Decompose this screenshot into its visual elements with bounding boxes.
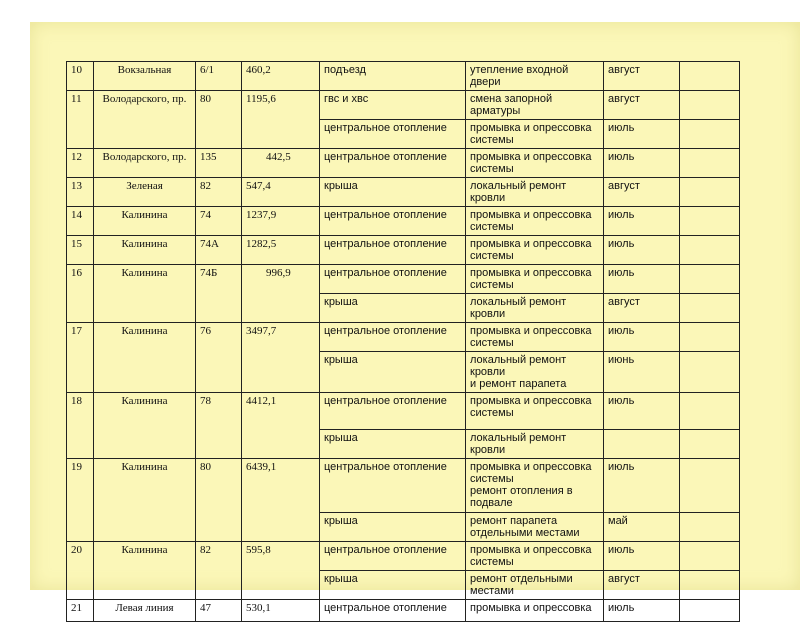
month-cell: июль xyxy=(604,459,680,513)
empty-cell xyxy=(680,393,740,430)
house-number-cell: 78 xyxy=(196,393,242,459)
street-cell: Калинина xyxy=(94,459,196,542)
table-row xyxy=(67,207,740,236)
work-description-cell: локальный ремонт кровли xyxy=(466,294,604,323)
work-type-cell: центральное отопление xyxy=(320,459,466,513)
house-number-cell: 47 xyxy=(196,600,242,622)
house-number-cell: 80 xyxy=(196,91,242,149)
empty-cell xyxy=(680,323,740,352)
row-number-cell: 12 xyxy=(67,149,94,178)
work-description-cell: промывка и опрессовка системы xyxy=(466,265,604,294)
row-number-cell: 20 xyxy=(67,542,94,600)
house-number-cell: 76 xyxy=(196,323,242,393)
area-cell: 996,9 xyxy=(242,265,320,323)
street-cell: Володарского, пр. xyxy=(94,91,196,149)
work-description-cell: промывка и опрессовка системы xyxy=(466,542,604,571)
month-cell: июль xyxy=(604,542,680,571)
month-cell xyxy=(604,430,680,459)
empty-cell xyxy=(680,236,740,265)
table-row xyxy=(67,62,740,91)
month-cell: май xyxy=(604,513,680,542)
house-number-cell: 82 xyxy=(196,178,242,207)
work-type-cell: центральное отопление xyxy=(320,265,466,294)
street-cell: Левая линия xyxy=(94,600,196,622)
street-cell: Володарского, пр. xyxy=(94,149,196,178)
row-number-cell: 17 xyxy=(67,323,94,393)
row-number-cell: 19 xyxy=(67,459,94,542)
work-description-cell: локальный ремонт кровли xyxy=(466,178,604,207)
work-description-cell: промывка и опрессовка системы xyxy=(466,207,604,236)
street-cell: Калинина xyxy=(94,323,196,393)
empty-cell xyxy=(680,600,740,622)
table-row xyxy=(67,542,740,571)
table-row xyxy=(67,265,740,294)
work-description-cell: промывка и опрессовка системы xyxy=(466,393,604,430)
work-description-cell: промывка и опрессовка системы xyxy=(466,149,604,178)
month-cell: август xyxy=(604,91,680,120)
street-cell: Калинина xyxy=(94,207,196,236)
work-type-cell: крыша xyxy=(320,352,466,393)
street-cell: Калинина xyxy=(94,236,196,265)
work-type-cell: крыша xyxy=(320,178,466,207)
month-cell: июль xyxy=(604,600,680,622)
house-number-cell: 6/1 xyxy=(196,62,242,91)
area-cell: 547,4 xyxy=(242,178,320,207)
repair-schedule-table xyxy=(66,61,740,622)
work-type-cell: центральное отопление xyxy=(320,393,466,430)
empty-cell xyxy=(680,178,740,207)
month-cell: июль xyxy=(604,120,680,149)
table-row xyxy=(67,459,740,513)
work-type-cell: крыша xyxy=(320,513,466,542)
work-description-cell: промывка и опрессовка xyxy=(466,600,604,622)
table-row xyxy=(67,323,740,352)
empty-cell xyxy=(680,120,740,149)
work-description-cell: смена запорной арматуры xyxy=(466,91,604,120)
area-cell: 1195,6 xyxy=(242,91,320,149)
work-type-cell: центральное отопление xyxy=(320,149,466,178)
empty-cell xyxy=(680,62,740,91)
month-cell: август xyxy=(604,62,680,91)
work-description-cell: утепление входной двери xyxy=(466,62,604,91)
month-cell: июль xyxy=(604,236,680,265)
house-number-cell: 135 xyxy=(196,149,242,178)
work-description-cell: ремонт отдельными местами xyxy=(466,571,604,600)
month-cell: август xyxy=(604,294,680,323)
area-cell: 1237,9 xyxy=(242,207,320,236)
row-number-cell: 16 xyxy=(67,265,94,323)
month-cell: июль xyxy=(604,207,680,236)
street-cell: Вокзальная xyxy=(94,62,196,91)
work-type-cell: центральное отопление xyxy=(320,120,466,149)
table-row xyxy=(67,149,740,178)
month-cell: август xyxy=(604,178,680,207)
street-cell: Зеленая xyxy=(94,178,196,207)
empty-cell xyxy=(680,513,740,542)
month-cell: август xyxy=(604,571,680,600)
area-cell: 442,5 xyxy=(242,149,320,178)
work-description-cell: локальный ремонт кровли xyxy=(466,430,604,459)
work-type-cell: крыша xyxy=(320,571,466,600)
work-description-cell: ремонт парапета отдельными местами xyxy=(466,513,604,542)
empty-cell xyxy=(680,459,740,513)
work-description-cell: промывка и опрессовка системы xyxy=(466,236,604,265)
area-cell: 595,8 xyxy=(242,542,320,600)
street-cell: Калинина xyxy=(94,393,196,459)
house-number-cell: 74А xyxy=(196,236,242,265)
empty-cell xyxy=(680,149,740,178)
work-type-cell: крыша xyxy=(320,430,466,459)
empty-cell xyxy=(680,91,740,120)
month-cell: июль xyxy=(604,323,680,352)
area-cell: 6439,1 xyxy=(242,459,320,542)
street-cell: Калинина xyxy=(94,542,196,600)
empty-cell xyxy=(680,542,740,571)
street-cell: Калинина xyxy=(94,265,196,323)
empty-cell xyxy=(680,294,740,323)
house-number-cell: 74 xyxy=(196,207,242,236)
work-type-cell: центральное отопление xyxy=(320,323,466,352)
work-description-cell: промывка и опрессовка системы xyxy=(466,120,604,149)
table-row xyxy=(67,600,740,622)
month-cell: июль xyxy=(604,149,680,178)
work-type-cell: крыша xyxy=(320,294,466,323)
work-description-cell: локальный ремонт кровли и ремонт парапета xyxy=(466,352,604,393)
work-type-cell: подъезд xyxy=(320,62,466,91)
work-type-cell: центральное отопление xyxy=(320,207,466,236)
empty-cell xyxy=(680,352,740,393)
work-type-cell: гвс и хвс xyxy=(320,91,466,120)
row-number-cell: 13 xyxy=(67,178,94,207)
work-type-cell: центральное отопление xyxy=(320,600,466,622)
area-cell: 530,1 xyxy=(242,600,320,622)
empty-cell xyxy=(680,207,740,236)
work-description-cell: промывка и опрессовка системы xyxy=(466,323,604,352)
house-number-cell: 82 xyxy=(196,542,242,600)
month-cell: июнь xyxy=(604,352,680,393)
area-cell: 460,2 xyxy=(242,62,320,91)
work-description-cell: промывка и опрессовка системы ремонт отопления в подвале xyxy=(466,459,604,513)
house-number-cell: 80 xyxy=(196,459,242,542)
row-number-cell: 10 xyxy=(67,62,94,91)
area-cell: 3497,7 xyxy=(242,323,320,393)
table-row xyxy=(67,178,740,207)
row-number-cell: 14 xyxy=(67,207,94,236)
empty-cell xyxy=(680,430,740,459)
row-number-cell: 11 xyxy=(67,91,94,149)
month-cell: июль xyxy=(604,265,680,294)
month-cell: июль xyxy=(604,393,680,430)
table-row xyxy=(67,91,740,120)
table-row xyxy=(67,393,740,430)
work-type-cell: центральное отопление xyxy=(320,542,466,571)
area-cell: 4412,1 xyxy=(242,393,320,459)
area-cell: 1282,5 xyxy=(242,236,320,265)
row-number-cell: 18 xyxy=(67,393,94,459)
row-number-cell: 15 xyxy=(67,236,94,265)
table-row xyxy=(67,236,740,265)
empty-cell xyxy=(680,265,740,294)
row-number-cell: 21 xyxy=(67,600,94,622)
house-number-cell: 74Б xyxy=(196,265,242,323)
work-type-cell: центральное отопление xyxy=(320,236,466,265)
empty-cell xyxy=(680,571,740,600)
